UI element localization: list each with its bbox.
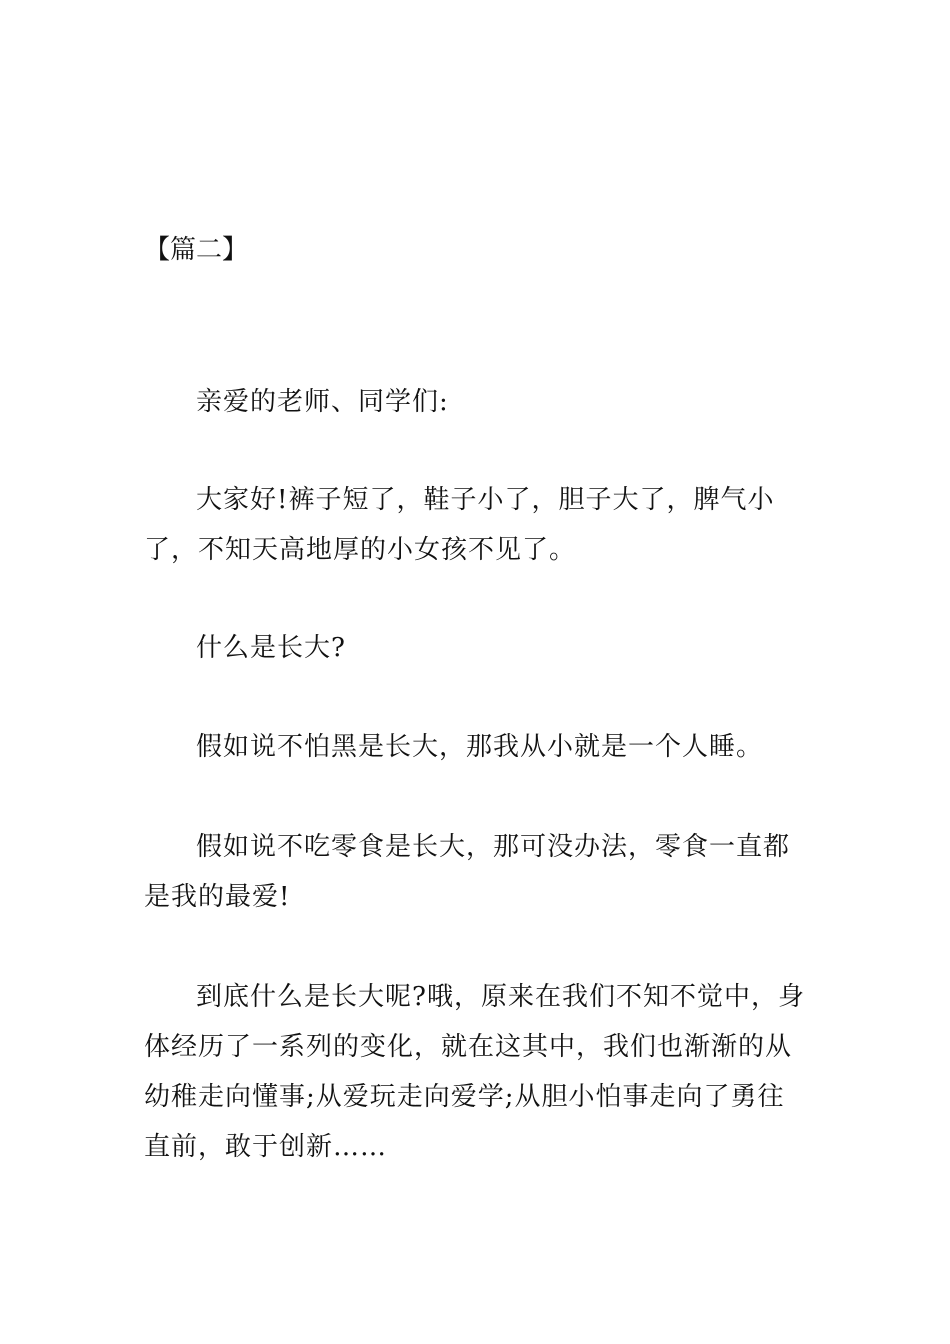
section-heading: 【篇二】 xyxy=(144,235,249,265)
paragraph-greeting: 亲爱的老师、同学们: xyxy=(196,387,449,417)
paragraph-question: 什么是长大? xyxy=(196,633,346,663)
paragraph-dark: 假如说不怕黑是长大，那我从小就是一个人睡。 xyxy=(196,732,764,762)
paragraph-snacks: 假如说不吃零食是长大，那可没办法，零食一直都是我的最爱! xyxy=(144,832,791,912)
paragraph-opening: 大家好!裤子短了，鞋子小了，胆子大了，脾气小了，不知天高地厚的小女孩不见了。 xyxy=(144,485,775,565)
paragraph-growing-up: 到底什么是长大呢?哦，原来在我们不知不觉中，身体经历了一系列的变化，就在这其中，我们也渐渐的从幼稚走向懂事;从爱玩走向爱学;从胆小怕事走向了勇往直前，敢于创新…… xyxy=(144,982,805,1162)
